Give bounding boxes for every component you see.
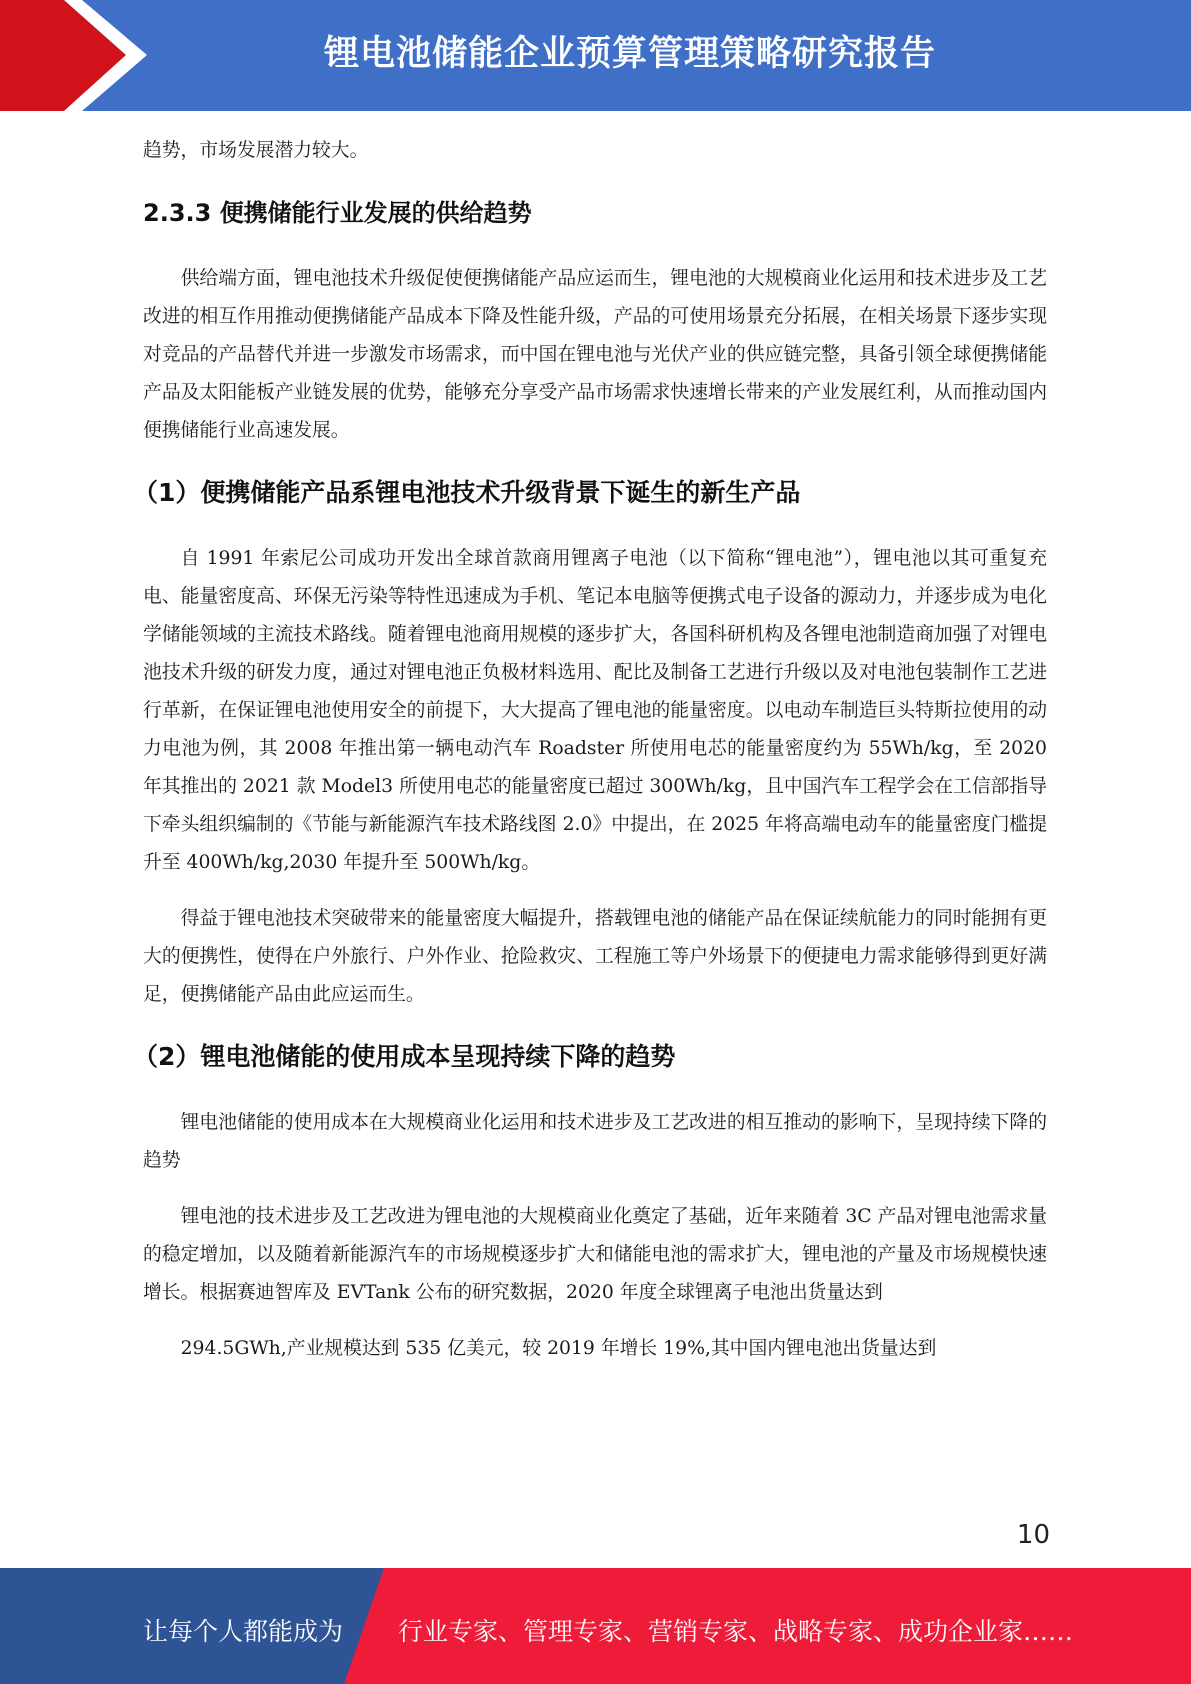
- cost-trend-paragraph: 锂电池储能的使用成本在大规模商业化运用和技术进步及工艺改进的相互推动的影响下，呈现持续下降的趋势: [143, 1112, 1047, 1171]
- shipment-paragraph: 294.5GWh,产业规模达到 535 亿美元，较 2019 年增长 19%,其中国内锂电池出货量达到: [180, 1338, 937, 1359]
- footer-slogan-right: 行业专家、管理专家、营销专家、战略专家、成功企业家……: [398, 1617, 1074, 1646]
- intro-paragraph: 趋势，市场发展潜力较大。: [143, 140, 369, 161]
- page-header: [0, 0, 1191, 111]
- page-content: [133, 132, 1047, 1368]
- section-heading-2-3-3: 2.3.3 便携储能行业发展的供给趋势: [143, 199, 532, 227]
- page-footer: [0, 1568, 1191, 1684]
- report-title: 锂电池储能企业预算管理策略研究报告: [323, 34, 936, 74]
- portability-paragraph: 得益于锂电池技术突破带来的能量密度大幅提升，搭载锂电池的储能产品在保证续航能力的同时能拥有更大的便携性，使得在户外旅行、户外作业、抢险救灾、工程施工等户外场景下的便捷电力需求能够得到更好满足，便携储能产品由此应运而生。: [143, 908, 1047, 1005]
- supply-paragraph: 供给端方面，锂电池技术升级促使便携储能产品应运而生，锂电池的大规模商业化运用和技术进步及工艺改进的相互作用推动便携储能产品成本下降及性能升级，产品的可使用场景充分拓展，在相关场景下逐步实现对竞品的产品替代并进一步激发市场需求，而中国在锂电池与光伏产业的供应链完整，具备引领全球便携储能产品及太阳能板产业链发展的优势，能够充分享受产品市场需求快速增长带来的产业发展红利，从而推动国内便携储能行业高速发展。: [143, 268, 1047, 441]
- page-number: 10: [1016, 1520, 1050, 1550]
- subsection-heading-2: （2）锂电池储能的使用成本呈现持续下降的趋势: [133, 1042, 676, 1071]
- header-arrow-decoration: [0, 0, 160, 111]
- subsection-heading-1: （1）便携储能产品系锂电池技术升级背景下诞生的新生产品: [133, 478, 801, 507]
- lithium-history-paragraph: 自 1991 年索尼公司成功开发出全球首款商用锂离子电池（以下简称“锂电池”），锂电池以其可重复充电、能量密度高、环保无污染等特性迅速成为手机、笔记本电脑等便携式电子设备的源动力，并逐步成为电化学储能领域的主流技术路线。随着锂电池商用规模的逐步扩大，各国科研机构及各锂电池制造商加强了对锂电池技术升级的研发力度，通过对锂电池正负极材料选用、配比及制备工艺进行升级以及对电池包装制作工艺进行革新，在保证锂电池使用安全的前提下，大大提高了锂电池的能量密度。以电动车制造巨头特斯拉使用的动力电池为例，其 2008 年推出第一辆电动汽车 Roadster 所使用电芯的能量密度约为 55Wh/kg，至 2020 年其推出的 2021 款 Model3 所使用电芯的能量密度已超过 300Wh/kg，且中国汽车工程学会在工信部指导下牵头组织编制的《节能与新能源汽车技术路线图 2.0》中提出，在 2025 年将高端电动车的能量密度门槛提升至 400Wh/kg,2030 年提升至 500Wh/kg。: [143, 548, 1047, 873]
- market-scale-paragraph: 锂电池的技术进步及工艺改进为锂电池的大规模商业化奠定了基础，近年来随着 3C 产品对锂电池需求量的稳定增加，以及随着新能源汽车的市场规模逐步扩大和储能电池的需求扩大，锂电池的产量及市场规模快速增长。根据赛迪智库及 EVTank 公布的研究数据，2020 年度全球锂离子电池出货量达到: [143, 1206, 1047, 1303]
- footer-slogan-left: 让每个人都能成为: [143, 1617, 344, 1646]
